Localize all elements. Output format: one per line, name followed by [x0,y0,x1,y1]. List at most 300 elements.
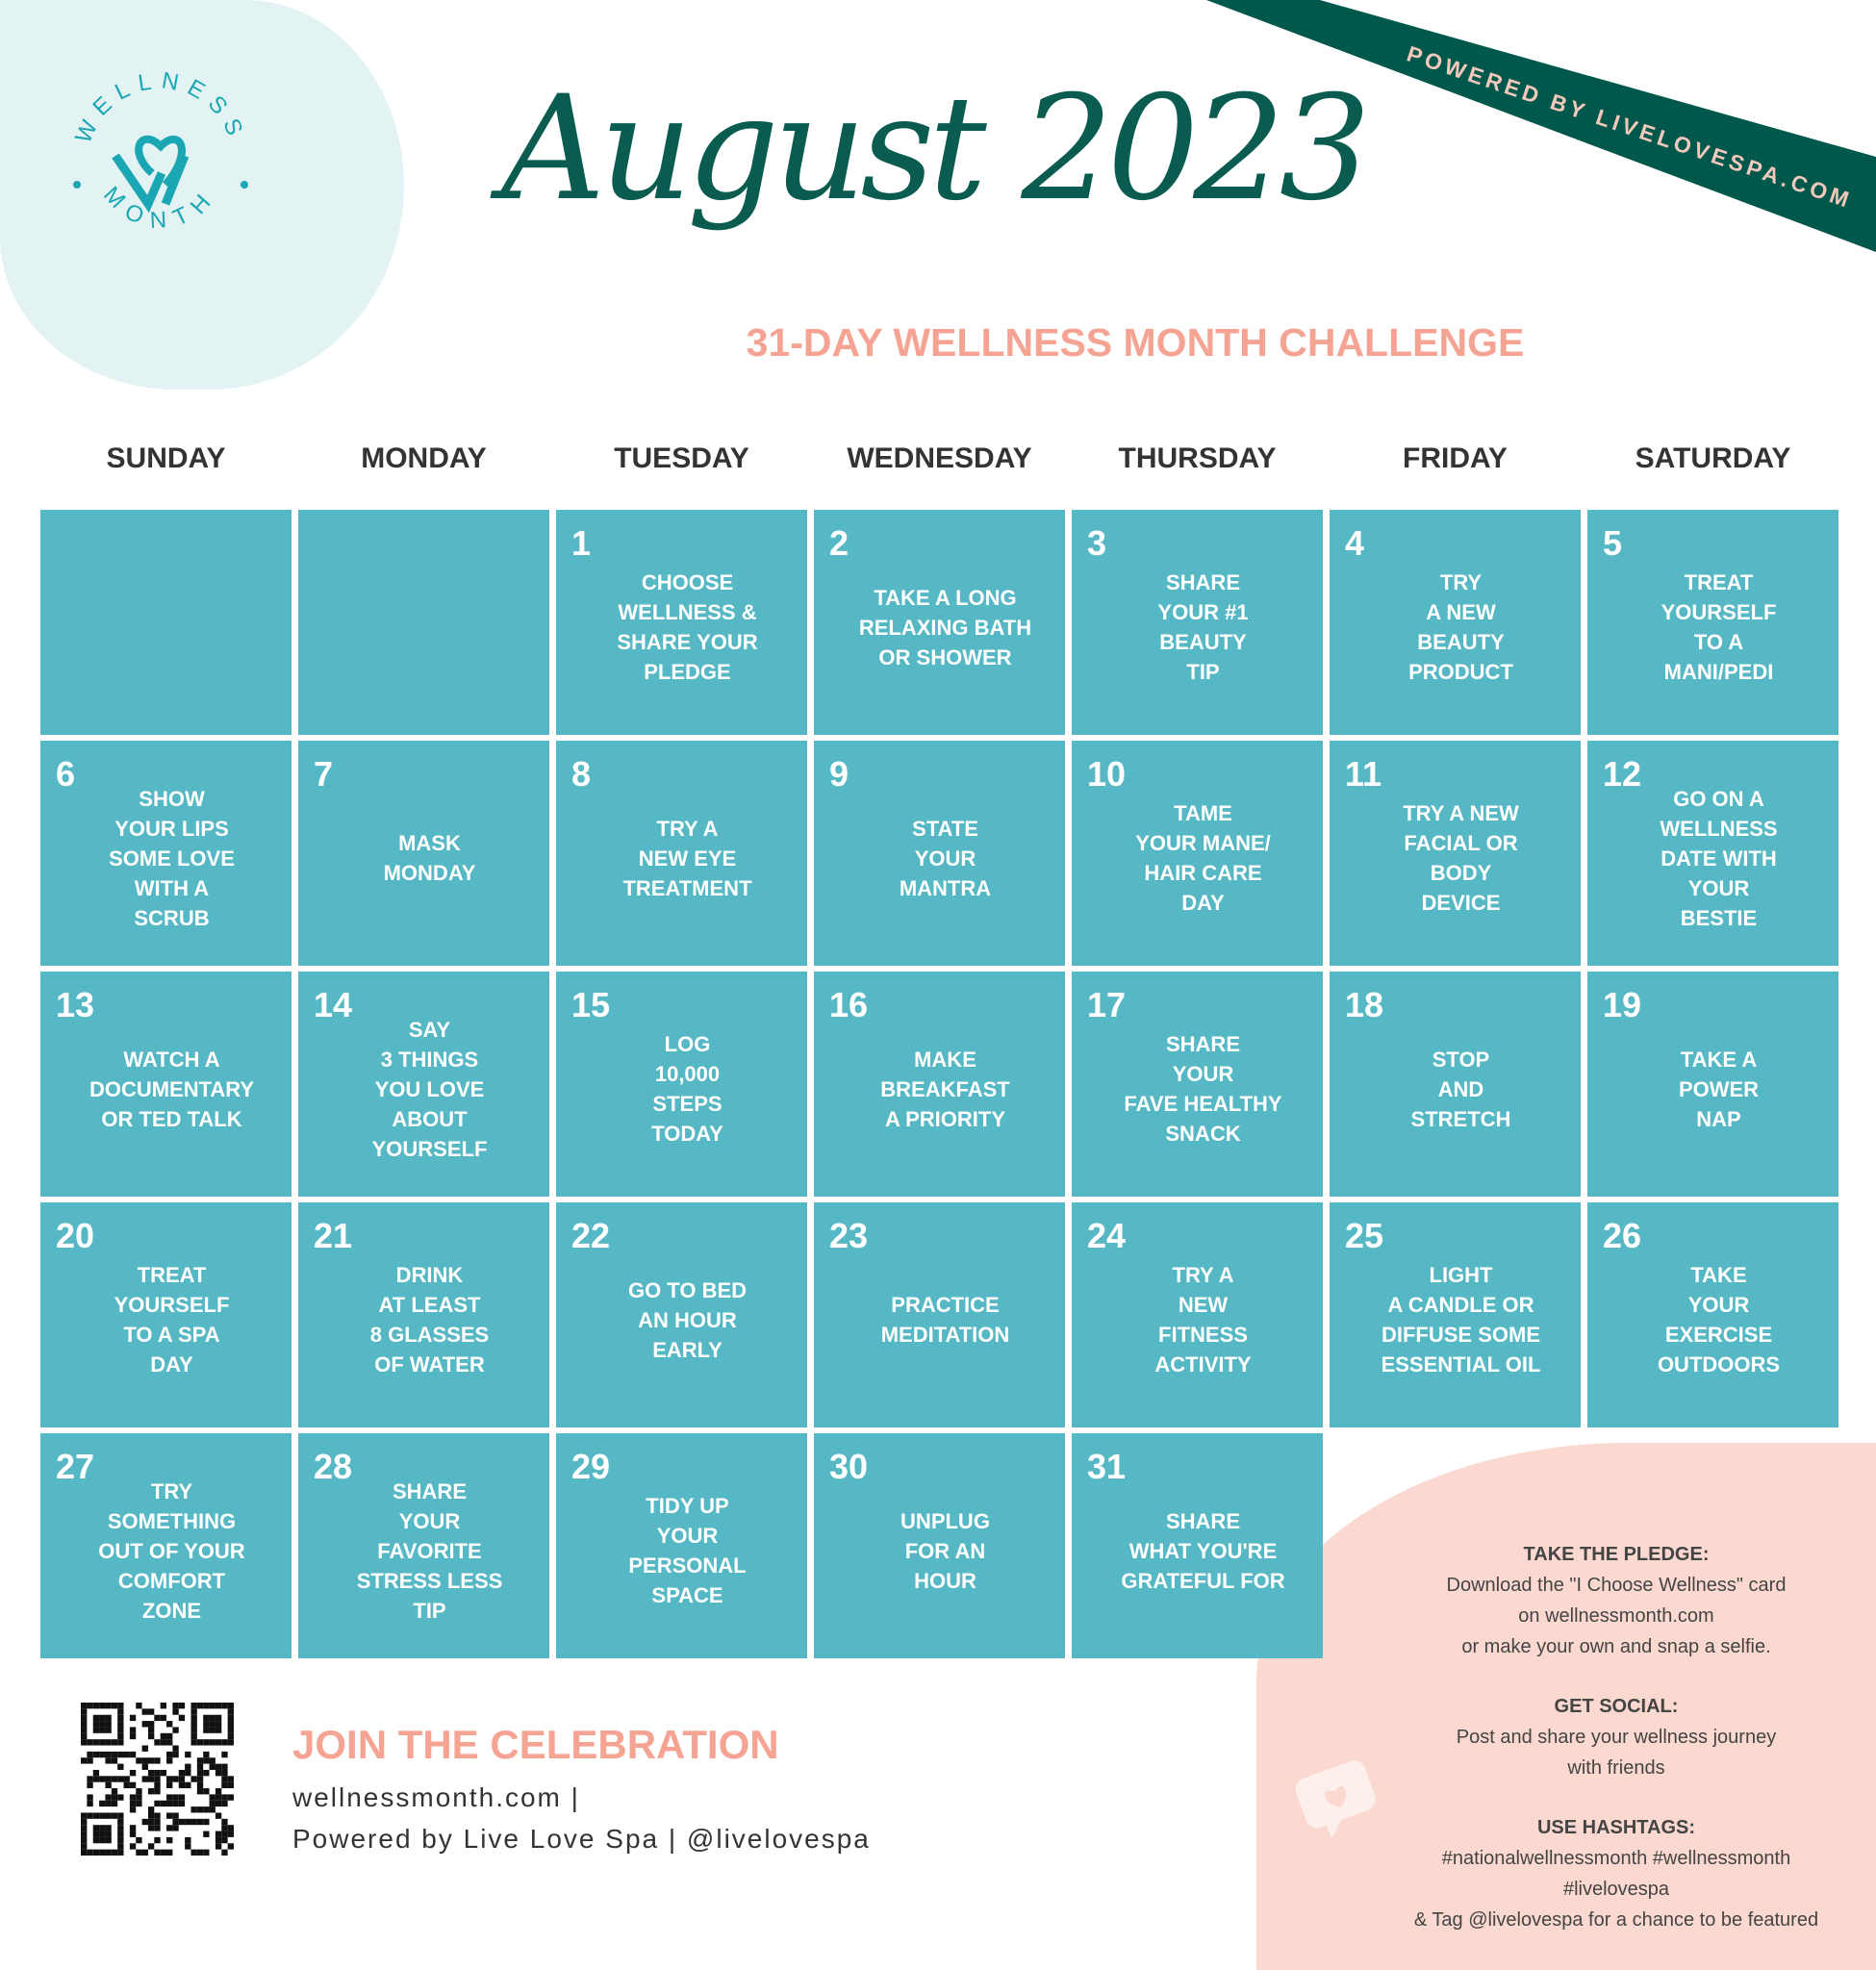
qr-module [228,1721,234,1727]
qr-module [117,1837,123,1843]
calendar-day-18[interactable] [1330,972,1581,1197]
qr-module [161,1739,166,1745]
day-challenge: MASK MONDAY [383,831,476,885]
qr-module [99,1801,105,1806]
day-number: 21 [314,1216,353,1255]
qr-module [117,1776,123,1781]
qr-module [142,1708,148,1714]
qr-module [161,1733,166,1739]
calendar-day-8[interactable] [556,741,807,966]
qr-module [190,1850,196,1856]
qr-module [112,1794,117,1800]
qr-module [185,1782,190,1788]
qr-module [172,1703,178,1708]
calendar-day-13[interactable] [40,972,292,1197]
qr-module [99,1703,105,1708]
qr-module [172,1708,178,1714]
day-number: 31 [1087,1447,1127,1486]
qr-module [221,1764,227,1770]
qr-module [105,1850,111,1856]
info-line: with friends [1567,1757,1665,1779]
day-challenge: SHARE YOUR FAVORITE STRESS LESS TIP [356,1478,503,1623]
qr-module [197,1757,203,1763]
qr-module [190,1819,196,1825]
calendar-day-27[interactable] [40,1433,292,1658]
qr-module [185,1843,190,1849]
qr-module [166,1812,172,1818]
qr-module [117,1733,123,1739]
qr-module [93,1739,99,1745]
qr-module [221,1831,227,1837]
day-number: 9 [829,754,849,794]
qr-module [130,1770,136,1776]
qr-module [87,1776,92,1781]
qr-module [228,1794,234,1800]
qr-module [210,1721,215,1727]
qr-module [93,1727,99,1732]
qr-module [215,1812,221,1818]
day-number: 28 [314,1447,353,1486]
day-challenge: TRY A NEW FACIAL OR BODY DEVICE [1403,801,1519,915]
qr-module [161,1850,166,1856]
qr-module [105,1776,111,1781]
qr-module [221,1850,227,1856]
qr-module [228,1727,234,1732]
qr-module [142,1721,148,1727]
day-number: 25 [1345,1216,1384,1255]
day-number: 16 [829,985,869,1024]
qr-module [197,1788,203,1794]
day-challenge: SHOW YOUR LIPS SOME LOVE WITH A SCRUB [109,786,235,930]
qr-module [105,1703,111,1708]
qr-module [99,1825,105,1831]
qr-module [105,1739,111,1745]
qr-module [154,1788,160,1794]
calendar-day-17[interactable] [1072,972,1323,1197]
day-challenge: STOP AND STRETCH [1410,1047,1511,1131]
qr-module [99,1739,105,1745]
website-link[interactable]: wellnessmonth.com | [292,1782,580,1812]
qr-module [105,1782,111,1788]
join-heading: JOIN THE CELEBRATION [292,1722,779,1767]
qr-module [87,1812,92,1818]
qr-module [190,1727,196,1732]
qr-module [166,1850,172,1856]
day-challenge: TRY A NEW BEAUTY PRODUCT [1408,570,1513,684]
calendar-day-5[interactable] [1587,510,1838,735]
qr-module [99,1715,105,1721]
calendar-day-7[interactable] [298,741,549,966]
day-number: 2 [829,523,849,563]
qr-module [81,1831,87,1837]
qr-module [190,1806,196,1812]
day-number: 5 [1603,523,1623,563]
qr-module [130,1843,136,1849]
qr-module [87,1703,92,1708]
qr-module [197,1739,203,1745]
qr-module [166,1825,172,1831]
qr-module [190,1715,196,1721]
qr-module [81,1715,87,1721]
qr-module [81,1812,87,1818]
qr-module [81,1739,87,1745]
qr-module [210,1801,215,1806]
qr-module [136,1788,141,1794]
qr-module [179,1794,185,1800]
day-number: 20 [56,1216,95,1255]
qr-module [117,1831,123,1837]
banner-text: POWERED BY LIVELOVESPA.COM [1404,40,1856,214]
qr-module [130,1727,136,1732]
day-number: 22 [571,1216,611,1255]
day-challenge: MAKE BREAKFAST A PRIORITY [880,1047,1010,1131]
qr-module [203,1703,209,1708]
qr-module [203,1770,209,1776]
qr-module [179,1782,185,1788]
qr-module [215,1794,221,1800]
qr-module [172,1819,178,1825]
qr-module [136,1757,141,1763]
calendar-day-2[interactable] [814,510,1065,735]
qr-module [190,1776,196,1781]
qr-module [210,1757,215,1763]
qr-module [112,1776,117,1781]
qr-module [185,1819,190,1825]
calendar-day-10[interactable] [1072,741,1323,966]
qr-module [203,1721,209,1727]
info-line: on wellnessmonth.com [1518,1605,1714,1627]
qr-module [215,1801,221,1806]
qr-module [179,1715,185,1721]
qr-module [130,1806,136,1812]
qr-module [148,1770,154,1776]
qr-module [210,1764,215,1770]
day-challenge: LIGHT A CANDLE OR DIFFUSE SOME ESSENTIAL OIL [1381,1263,1541,1376]
day-challenge: TAME YOUR MANE/ HAIR CARE DAY [1135,801,1271,915]
calendar-cell-empty[interactable] [298,510,549,735]
qr-module [210,1794,215,1800]
qr-module [228,1825,234,1831]
calendar-day-11[interactable] [1330,741,1581,966]
qr-module [87,1739,92,1745]
qr-module [179,1770,185,1776]
qr-module [105,1837,111,1843]
qr-module [154,1825,160,1831]
qr-module [221,1752,227,1757]
qr-module [203,1806,209,1812]
day-challenge: GO TO BED AN HOUR EARLY [627,1277,748,1362]
qr-module [221,1776,227,1781]
qr-module [166,1801,172,1806]
qr-module [136,1801,141,1806]
qr-module [221,1782,227,1788]
calendar-day-19[interactable] [1587,972,1838,1197]
page-title: August 2023 [500,65,1366,233]
qr-module [148,1819,154,1825]
qr-module [105,1831,111,1837]
qr-module [136,1850,141,1856]
qr-module [221,1770,227,1776]
qr-module [81,1837,87,1843]
qr-module [117,1819,123,1825]
social-heading: GET SOCIAL: [1554,1696,1679,1717]
weekday-header-tuesday: TUESDAY [614,442,749,474]
qr-module [81,1757,87,1763]
calendar-day-3[interactable] [1072,510,1323,735]
powered-by-text: Powered by Live Love Spa | @livelovespa [292,1824,871,1854]
day-challenge: UNPLUG FOR AN HOUR [900,1508,990,1593]
calendar-day-9[interactable] [814,741,1065,966]
qr-module [81,1825,87,1831]
qr-module [215,1831,221,1837]
qr-module [161,1715,166,1721]
calendar-day-26[interactable] [1587,1202,1838,1427]
calendar-day-4[interactable] [1330,510,1581,735]
qr-module [81,1708,87,1714]
qr-module [124,1782,130,1788]
qr-module [228,1733,234,1739]
qr-module [105,1801,111,1806]
day-challenge: LOG 10,000 STEPS TODAY [651,1032,723,1146]
info-line: Post and share your wellness journey [1456,1727,1777,1748]
day-challenge: TREAT YOURSELF TO A SPA DAY [114,1263,230,1376]
qr-module [203,1739,209,1745]
day-number: 30 [829,1447,869,1486]
qr-module [87,1757,92,1763]
calendar-day-24[interactable] [1072,1202,1323,1427]
qr-module [228,1715,234,1721]
qr-module [228,1782,234,1788]
qr-module [112,1801,117,1806]
info-line: Download the "I Choose Wellness" card [1446,1575,1787,1596]
qr-module [215,1739,221,1745]
qr-module [112,1850,117,1856]
qr-module [99,1812,105,1818]
qr-module [112,1757,117,1763]
weekday-header-friday: FRIDAY [1403,442,1508,474]
qr-module [93,1721,99,1727]
qr-module [197,1776,203,1781]
qr-module [81,1850,87,1856]
qr-module [93,1770,99,1776]
qr-module [210,1703,215,1708]
qr-module [93,1825,99,1831]
qr-module [124,1752,130,1757]
qr-module [148,1806,154,1812]
qr-module [172,1752,178,1757]
calendar-day-22[interactable] [556,1202,807,1427]
day-number: 15 [571,985,611,1024]
qr-module [142,1850,148,1856]
qr-module [172,1746,178,1752]
qr-module [154,1757,160,1763]
qr-module [81,1721,87,1727]
qr-module [87,1782,92,1788]
qr-module [142,1746,148,1752]
calendar-day-30[interactable] [814,1433,1065,1658]
qr-module [166,1794,172,1800]
qr-module [190,1739,196,1745]
weekday-header-thursday: THURSDAY [1118,442,1277,474]
qr-module [87,1850,92,1856]
calendar-day-31[interactable] [1072,1433,1323,1658]
qr-module [215,1715,221,1721]
qr-module [215,1727,221,1732]
qr-module [130,1825,136,1831]
qr-module [112,1703,117,1708]
logo-text-bottom: MONTH [98,181,223,234]
qr-module [221,1837,227,1843]
qr-module [99,1831,105,1837]
qr-module [179,1819,185,1825]
day-challenge: TAKE A LONG RELAXING BATH OR SHOWER [858,585,1032,669]
qr-module [99,1850,105,1856]
calendar-cell-empty[interactable] [40,510,292,735]
qr-module [215,1764,221,1770]
qr-module [112,1739,117,1745]
qr-module [117,1794,123,1800]
day-challenge: SHARE YOUR #1 BEAUTY TIP [1157,570,1249,684]
qr-module [136,1837,141,1843]
calendar-day-29[interactable] [556,1433,807,1658]
qr-module [203,1715,209,1721]
pledge-heading: TAKE THE PLEDGE: [1523,1544,1710,1565]
qr-module [99,1721,105,1727]
qr-module [166,1757,172,1763]
day-challenge: SHARE WHAT YOU'RE GRATEFUL FOR [1121,1508,1285,1593]
qr-module [105,1794,111,1800]
qr-module [154,1770,160,1776]
day-number: 18 [1345,985,1384,1024]
calendar-day-6[interactable] [40,741,292,966]
qr-module [215,1788,221,1794]
info-line: or make your own and snap a selfie. [1461,1636,1771,1657]
qr-module [93,1752,99,1757]
qr-module [148,1812,154,1818]
qr-module [228,1831,234,1837]
qr-module [197,1770,203,1776]
qr-module [148,1788,154,1794]
logo-text-top: WELLNESS [70,67,251,147]
day-number: 4 [1345,523,1365,563]
day-challenge: CHOOSE WELLNESS & SHARE YOUR PLEDGE [617,570,758,684]
qr-module [161,1801,166,1806]
qr-module [161,1770,166,1776]
qr-module [130,1831,136,1837]
day-number: 7 [314,754,334,794]
calendar-day-20[interactable] [40,1202,292,1427]
qr-module [166,1752,172,1757]
qr-module [130,1752,136,1757]
qr-module [93,1850,99,1856]
qr-module [221,1819,227,1825]
calendar-day-25[interactable] [1330,1202,1581,1427]
info-line: #nationalwellnessmonth #wellnessmonth [1441,1848,1791,1869]
qr-module [148,1825,154,1831]
qr-module [148,1727,154,1732]
qr-module [215,1770,221,1776]
qr-module [105,1715,111,1721]
qr-module [81,1703,87,1708]
calendar-day-14[interactable] [298,972,549,1197]
qr-module [124,1776,130,1781]
day-number: 24 [1087,1216,1127,1255]
page-subtitle: 31-DAY WELLNESS MONTH CHALLENGE [746,320,1525,365]
info-line: & Tag @livelovespa for a chance to be featured [1413,1909,1819,1931]
qr-code[interactable] [81,1703,234,1856]
qr-module [130,1801,136,1806]
qr-module [93,1703,99,1708]
calendar-day-16[interactable] [814,972,1065,1197]
qr-module [130,1794,136,1800]
day-number: 13 [56,985,95,1024]
qr-module [197,1764,203,1770]
qr-module [117,1708,123,1714]
qr-module [148,1776,154,1781]
qr-module [228,1708,234,1714]
qr-module [215,1721,221,1727]
qr-module [197,1850,203,1856]
calendar-day-23[interactable] [814,1202,1065,1427]
qr-module [154,1739,160,1745]
day-number: 23 [829,1216,869,1255]
qr-module [105,1727,111,1732]
qr-module [148,1721,154,1727]
qr-module [154,1776,160,1781]
qr-module [197,1819,203,1825]
day-challenge: SAY 3 THINGS YOU LOVE ABOUT YOURSELF [371,1017,488,1161]
qr-module [154,1837,160,1843]
qr-module [154,1715,160,1721]
qr-module [203,1757,209,1763]
qr-module [154,1812,160,1818]
day-challenge: TAKE YOUR EXERCISE OUTDOORS [1657,1263,1781,1376]
calendar-day-15[interactable] [556,972,807,1197]
weekday-header-wednesday: WEDNESDAY [847,442,1032,474]
qr-module [221,1739,227,1745]
calendar-day-28[interactable] [298,1433,549,1658]
calendar-day-1[interactable] [556,510,807,735]
qr-module [93,1776,99,1781]
qr-module [221,1794,227,1800]
qr-module [215,1837,221,1843]
qr-module [117,1703,123,1708]
calendar-day-21[interactable] [298,1202,549,1427]
qr-module [172,1794,178,1800]
qr-module [148,1708,154,1714]
qr-module [203,1727,209,1732]
qr-module [228,1739,234,1745]
qr-module [117,1721,123,1727]
qr-module [185,1752,190,1757]
qr-module [105,1825,111,1831]
qr-module [210,1739,215,1745]
day-number: 19 [1603,985,1642,1024]
qr-module [142,1776,148,1781]
qr-module [112,1788,117,1794]
calendar-day-12[interactable] [1587,741,1838,966]
qr-module [142,1757,148,1763]
qr-module [117,1843,123,1849]
qr-module [210,1715,215,1721]
qr-module [172,1801,178,1806]
qr-module [166,1776,172,1781]
day-challenge: TRY A NEW EYE TREATMENT [622,816,752,900]
qr-module [130,1733,136,1739]
qr-module [210,1806,215,1812]
qr-module [190,1733,196,1739]
qr-module [117,1715,123,1721]
